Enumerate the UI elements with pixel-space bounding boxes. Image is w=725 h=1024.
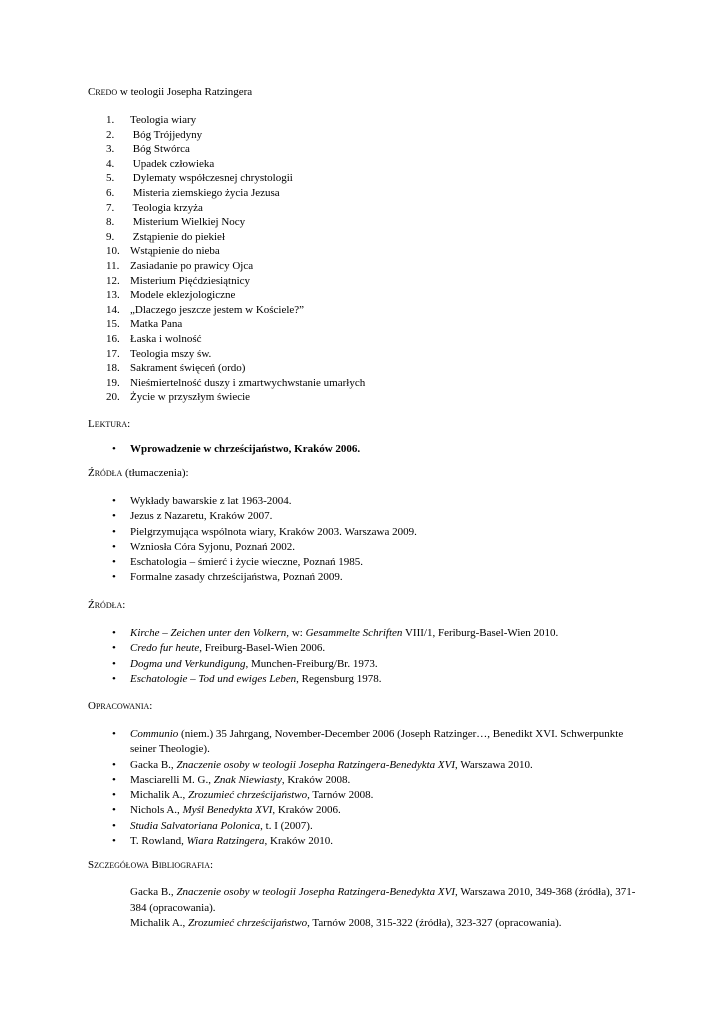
topic-number: 10. xyxy=(106,245,120,258)
topic-item xyxy=(106,347,365,362)
topic-label: Życie w przyszłym świecie xyxy=(130,391,251,404)
lektura-item xyxy=(112,442,652,457)
topic-label: Zstąpienie do piekieł xyxy=(130,230,225,243)
topic-item xyxy=(106,230,365,245)
topic-item xyxy=(106,244,365,259)
zrodla-item xyxy=(112,657,652,672)
opracowania-details: (niem.) 35 Jahrgang, November-December 2006 (Joseph Ratzinger…, Benedikt XVI. Schwerpunkte seiner Theologie). xyxy=(130,728,624,756)
topic-number: 12. xyxy=(106,274,120,287)
lektura-heading: Lektura: xyxy=(88,418,131,430)
bibliografia-heading: Szczegółowa Bibliografia: xyxy=(88,859,214,871)
opracowania-details: , Kraków 2010. xyxy=(264,835,333,848)
bibliografia-author: Michalik A., xyxy=(130,917,189,929)
topic-label: Modele eklezjologiczne xyxy=(130,289,236,302)
topic-label: Misterium Pięćdziesiątnicy xyxy=(130,274,251,287)
opracowania-item xyxy=(112,803,652,818)
topic-number: 15. xyxy=(106,318,120,331)
opracowania-author: T. Rowland, xyxy=(130,835,187,848)
opracowania-details: , Warszawa 2010. xyxy=(455,758,533,771)
topic-label: Sakrament święceń (ordo) xyxy=(130,362,246,375)
topic-item xyxy=(106,128,365,143)
topic-number: 16. xyxy=(106,332,120,345)
topic-item xyxy=(106,259,365,274)
topic-item xyxy=(106,142,365,157)
zrodla-tl-item: • Wykłady bawarskie z lat 1963-2004. xyxy=(112,494,652,509)
topic-label: Bóg Stwórca xyxy=(130,143,190,156)
topic-item xyxy=(106,274,365,289)
topic-number: 6. xyxy=(106,186,115,199)
zrodla-text: , Freiburg-Basel-Wien 2006. xyxy=(199,642,326,655)
lektura-text: Wprowadzenie w chrześcijaństwo, Kraków 2006. xyxy=(130,443,361,455)
topic-label: Łaska i wolność xyxy=(130,332,202,345)
topic-item xyxy=(106,303,365,318)
opracowania-item xyxy=(112,834,652,849)
opracowania-title: Zrozumieć chrześcijaństwo xyxy=(188,789,308,802)
zrodla-text: , Regensburg 1978. xyxy=(296,672,382,685)
zrodla-tl-item: • Jezus z Nazaretu, Kraków 2007. xyxy=(112,509,652,524)
document-title xyxy=(88,86,252,98)
topic-number: 7. xyxy=(106,201,115,214)
topic-item xyxy=(106,201,365,216)
bibliografia-entry xyxy=(130,916,645,932)
topic-label: Teologia mszy św. xyxy=(130,347,212,360)
topic-item xyxy=(106,215,365,230)
opracowania-title: Communio xyxy=(130,728,179,740)
title-credo: Credo xyxy=(88,86,118,98)
topic-item xyxy=(106,288,365,303)
topic-number: 9. xyxy=(106,230,115,243)
opracowania-details: , Tarnów 2008. xyxy=(307,789,374,802)
topic-label: Teologia wiary xyxy=(130,114,197,126)
topics-list xyxy=(106,113,365,405)
topic-item xyxy=(106,332,365,347)
lektura-list xyxy=(112,442,652,457)
topic-number: 13. xyxy=(106,289,120,302)
topic-number: 1. xyxy=(106,114,115,126)
zrodla-heading: Źródła: xyxy=(88,599,126,611)
topic-number: 14. xyxy=(106,303,120,316)
bibliografia-title: Zrozumieć chrześcijaństwo xyxy=(188,917,308,929)
topic-number: 2. xyxy=(106,128,115,141)
opracowania-details: , Kraków 2008. xyxy=(281,773,351,786)
topic-item xyxy=(106,361,365,376)
zrodla-item xyxy=(112,641,652,656)
opracowania-title: Studia Salvatoriana Polonica xyxy=(130,819,261,832)
opracowania-details: , t. I (2007). xyxy=(260,819,313,832)
zrodla-series: Gesammelte Schriften xyxy=(305,627,403,639)
opracowania-title: Wiara Ratzingera xyxy=(186,835,265,848)
topic-number: 4. xyxy=(106,157,115,170)
topic-item xyxy=(106,390,365,405)
bibliografia-author: Gacka B., xyxy=(130,886,177,898)
topic-item xyxy=(106,376,365,391)
zrodla-tl-item: • Formalne zasady chrześcijaństwa, Poznań 2009. xyxy=(112,570,652,585)
opracowania-author: Gacka B., xyxy=(130,758,177,771)
topic-item xyxy=(106,186,365,201)
topic-number: 5. xyxy=(106,172,115,185)
zrodla-text: w: xyxy=(289,627,306,639)
opracowania-author: Michalik A., xyxy=(130,789,189,802)
zrodla-item xyxy=(112,626,652,641)
topic-number: 17. xyxy=(106,347,120,360)
topic-number: 18. xyxy=(106,362,120,375)
opracowania-author: Nichols A., xyxy=(130,804,183,817)
zrodla-tlumaczenia-list xyxy=(112,494,652,586)
opracowania-author: Masciarelli M. G., xyxy=(130,773,214,786)
topic-item xyxy=(106,171,365,186)
topic-label: Nieśmiertelność duszy i zmartwychwstanie umarłych xyxy=(130,376,366,389)
topic-label: Upadek człowieka xyxy=(130,157,215,170)
zrodla-item xyxy=(112,672,652,687)
topic-number: 3. xyxy=(106,143,115,156)
zrodla-title: Eschatologie – Tod und ewiges Leben xyxy=(130,672,297,685)
opracowania-heading: Opracowania: xyxy=(88,700,153,712)
topic-number: 19. xyxy=(106,376,120,389)
opracowania-item xyxy=(112,727,652,758)
opracowania-item xyxy=(112,773,652,788)
zrodla-title: Dogma und Verkundigung xyxy=(130,657,246,670)
bibliografia-details: , Tarnów 2008, 315-322 (źródła), 323-327 (opracowania). xyxy=(307,917,562,929)
topic-number: 11. xyxy=(106,259,120,272)
zrodla-list xyxy=(112,626,652,687)
topic-label: „Dlaczego jeszcze jestem w Kościele?” xyxy=(130,303,305,316)
opracowania-title: Znaczenie osoby w teologii Josepha Ratzingera-Benedykta XVI xyxy=(176,758,456,771)
zrodla-tl-item: • Pielgrzymująca wspólnota wiary, Kraków 2003. Warszawa 2009. xyxy=(112,525,652,540)
opracowania-title: Znak Niewiasty xyxy=(213,773,282,786)
zrodla-tl-heading-sc: Źródła xyxy=(88,467,123,479)
zrodla-tl-heading-rest: (tłumaczenia): xyxy=(122,467,189,479)
opracowania-item xyxy=(112,819,652,834)
zrodla-title: Credo fur heute xyxy=(130,642,200,655)
topic-label: Misterium Wielkiej Nocy xyxy=(130,216,246,229)
zrodla-tl-item: • Wzniosła Córa Syjonu, Poznań 2002. xyxy=(112,540,652,555)
bibliografia-details: , Warszawa 2010, 349-368 (źródła), 371-384 (opracowania). xyxy=(130,886,636,914)
topic-item xyxy=(106,317,365,332)
zrodla-tl-item: • Eschatologia – śmierć i życie wieczne, Poznań 1985. xyxy=(112,555,652,570)
topic-label: Bóg Trójjedyny xyxy=(130,128,203,141)
topic-label: Matka Pana xyxy=(130,318,183,331)
opracowania-item xyxy=(112,788,652,803)
bibliografia-entry xyxy=(130,885,645,916)
opracowania-item xyxy=(112,758,652,773)
topic-label: Misteria ziemskiego życia Jezusa xyxy=(130,186,280,199)
topic-item xyxy=(106,157,365,172)
topic-label: Zasiadanie po prawicy Ojca xyxy=(130,259,254,272)
zrodla-title: Kirche – Zeichen unter den Volkern, xyxy=(130,627,290,639)
topic-number: 8. xyxy=(106,216,115,229)
zrodla-text-2: VIII/1, Feriburg-Basel-Wien 2010. xyxy=(402,627,559,639)
opracowania-details: , Kraków 2006. xyxy=(272,804,341,817)
topic-label: Wstąpienie do nieba xyxy=(130,245,220,258)
topic-item xyxy=(106,113,365,128)
topic-label: Dylematy współczesnej chrystologii xyxy=(130,172,293,185)
opracowania-title: Myśl Benedykta XVI xyxy=(182,804,273,817)
topic-label: Teologia krzyża xyxy=(130,201,203,214)
zrodla-text: , Munchen-Freiburg/Br. 1973. xyxy=(245,657,378,670)
opracowania-list xyxy=(112,727,652,849)
topic-number: 20. xyxy=(106,391,120,404)
zrodla-tlumaczenia-heading xyxy=(88,467,189,479)
title-rest: w teologii Josepha Ratzingera xyxy=(117,86,253,98)
bibliografia-title: Znaczenie osoby w teologii Josepha Ratzingera-Benedykta XVI xyxy=(176,886,456,898)
bibliografia-entries xyxy=(130,885,645,932)
